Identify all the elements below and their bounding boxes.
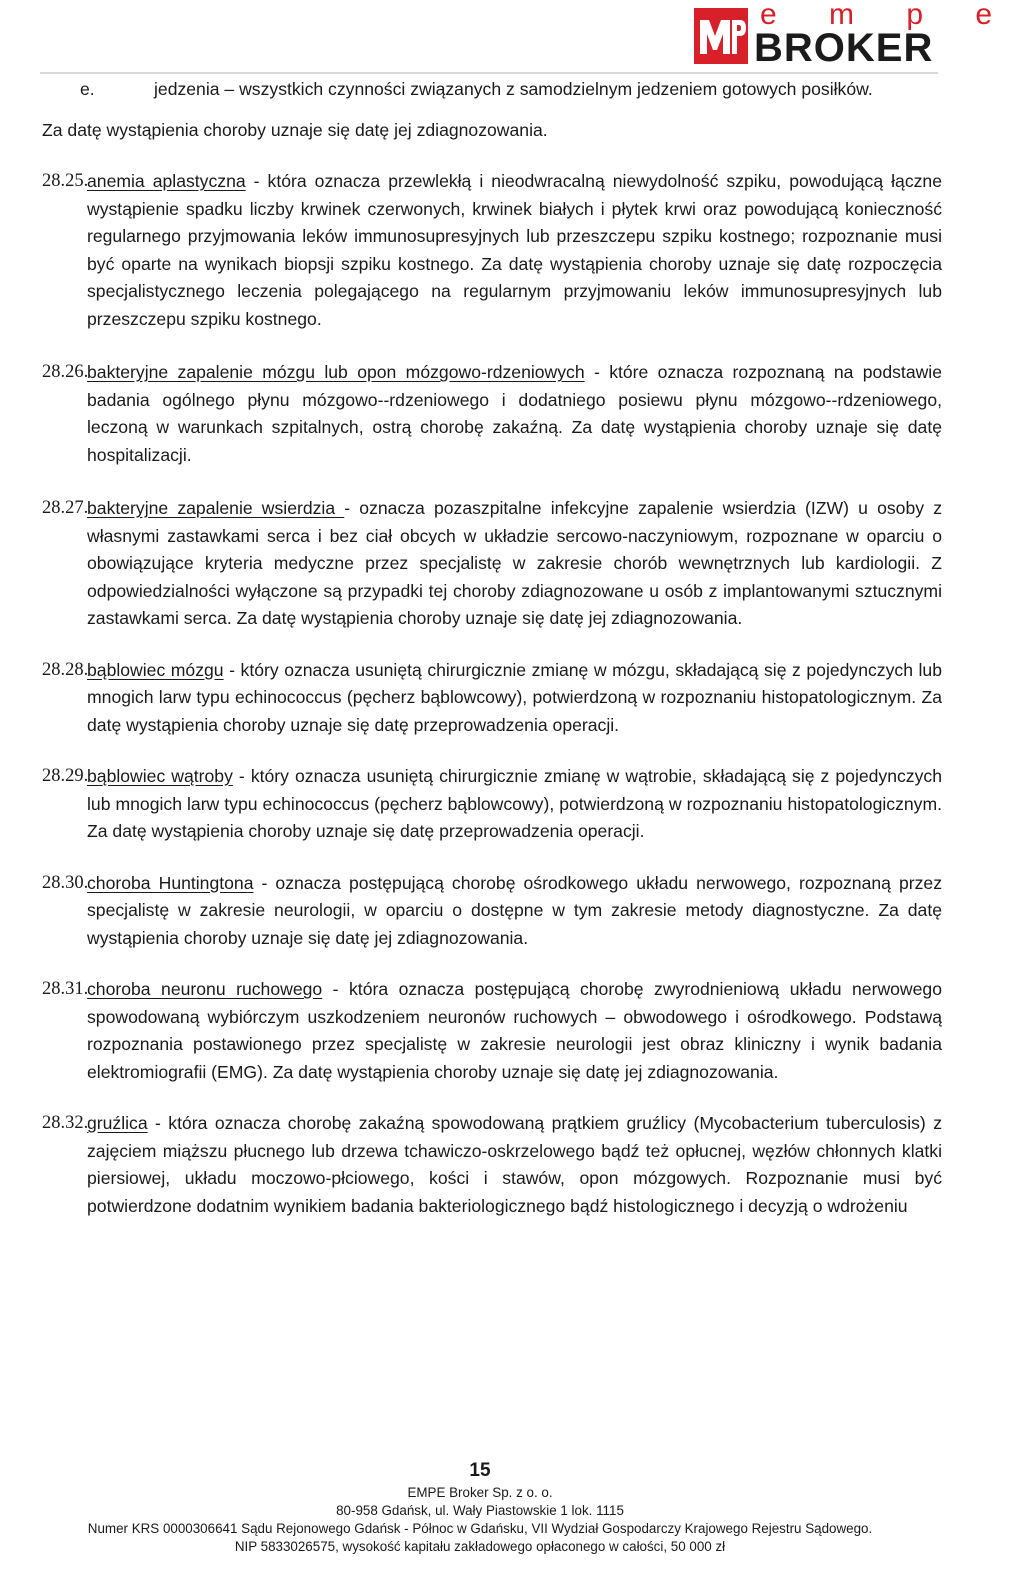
section-text: - który oznacza usuniętą chirurgicznie zmianę w mózgu, składającą się z pojedynczych lub mnogich larw typu echinococcus (pęcherz bąblowcowy), potwierdzoną w rozpoznaniu histopatologicznym. Za datę wystąpienia choroby uznaje się datę przeprowadzenia operacji.	[87, 659, 942, 735]
section-term: bakteryjne zapalenie mózgu lub opon mózgowo-rdzeniowych	[87, 362, 585, 382]
document-body	[42, 76, 942, 1220]
section-text: - który oznacza usuniętą chirurgicznie zmianę w wątrobie, składającą się z pojedynczych lub mnogich larw typu echinococcus (pęcherz bąblowcowy), potwierdzoną w rozpoznaniu histopatologicznym. Za datę wystąpienia choroby uznaje się datę przeprowadzenia operacji.	[87, 766, 942, 841]
section-number: 28.32.	[42, 1113, 89, 1133]
section-text: - oznacza postępującą chorobę ośrodkowego układu nerwowego, rozpoznaną przez specjalistę w zakresie neurologii, w oparciu o dostępne w tym zakresie metody diagnostyczne. Za datę wystąpienia choroby uznaje się datę jej zdiagnozowania.	[87, 872, 942, 948]
section-number: 28.27.	[42, 498, 89, 518]
section-term: bąblowiec wątroby	[87, 766, 233, 786]
section-number: 28.29.	[42, 766, 89, 786]
section-text: - która oznacza chorobę zakaźną spowodowaną prątkiem gruźlicy (Mycobacterium tuberculosis) z zajęciem miąższu płucnego lub drzewa tchawiczo-oskrzelowego bądź też opłucnej, węzłów chłonnych klatki piersiowej, układu moczowo-płciowego, kości i stawów, opon mózgowych. Rozpoznanie musi być potwierdzone dodatnim wynikiem badania bakteriologicznego bądź histologicznego i decyzją o wdrożeniu	[87, 1113, 942, 1216]
page-footer	[0, 1458, 960, 1556]
section-number: 28.31.	[42, 979, 89, 999]
section-term: choroba Huntingtona	[87, 872, 254, 893]
logo-word-empe: e m p e	[760, 0, 1014, 31]
section-term: choroba neuronu ruchowego	[87, 979, 323, 999]
section-28-30	[42, 870, 942, 953]
footer-address: 80-958 Gdańsk, ul. Wały Piastowskie 1 lok. 1115	[336, 1503, 624, 1518]
page-number: 15	[469, 1460, 491, 1481]
section-term: gruźlica	[87, 1113, 148, 1133]
section-28-27	[42, 495, 942, 633]
empe-logo-mark	[694, 8, 748, 64]
brand-logo	[694, 0, 1014, 70]
section-28-32	[42, 1110, 942, 1220]
diagnosis-date-note: Za datę wystąpienia choroby uznaje się datę jej zdiagnozowania.	[42, 119, 548, 140]
section-text: - które oznacza rozpoznaną na podstawie badania ogólnego płynu mózgowo--rdzeniowego i dodatniego posiewu płynu mózgowo--rdzeniowego, leczoną w warunkach szpitalnych, ostrą chorobę zakaźną. Za datę wystąpienia choroby uznaje się datę hospitalizacji.	[87, 362, 942, 465]
list-item-e	[42, 76, 942, 104]
section-text: - oznacza pozaszpitalne infekcyjne zapalenie wsierdzia (IZW) u osoby z własnymi zastawkami serca i bez ciał obcych w układzie sercowo-naczyniowym, rozpoznane w oparciu o obowiązujące kryteria medyczne przez specjalistę w zakresie chorób wewnętrznych lub kardiologii. Z odpowiedzialności wyłączone są przypadki tej choroby zdiagnozowane u osób z implantowanymi sztucznymi zastawkami serca. Za datę wystąpienia choroby uznaje się datę jej zdiagnozowania.	[87, 498, 942, 628]
section-28-28	[42, 657, 942, 740]
section-28-29	[42, 763, 942, 846]
list-item-letter: e.	[80, 79, 95, 99]
section-number: 28.25.	[42, 171, 89, 191]
section-number: 28.28.	[42, 659, 89, 680]
footer-registry: Numer KRS 0000306641 Sądu Rejonowego Gdańsk - Północ w Gdańsku, VII Wydział Gospodarczy Krajowego Rejestru Sądowego.	[87, 1521, 873, 1536]
section-text: - która oznacza przewlekłą i nieodwracalną niewydolność szpiku, powodującą łączne wystąpienie spadku liczby krwinek czerwonych, krwinek białych i płytek krwi oraz powodującą konieczność regularnego przyjmowania leków immunosupresyjnych lub przeszczepu szpiku kostnego; rozpoznanie musi być oparte na wynikach biopsji szpiku kostnego. Za datę wystąpienia choroby uznaje się datę rozpoczęcia specjalistycznego leczenia polegającego na regularnym przyjmowaniu leków immunosupresyjnych lub przeszczepu szpiku kostnego.	[87, 171, 942, 329]
section-28-25	[42, 168, 942, 333]
list-item-text: jedzenia – wszystkich czynności związanych z samodzielnym jedzeniem gotowych posiłków.	[154, 79, 873, 99]
section-term: bąblowiec mózgu	[87, 659, 224, 680]
footer-company: EMPE Broker Sp. z o. o.	[407, 1485, 553, 1500]
section-text: - która oznacza postępującą chorobę zwyrodnieniową układu nerwowego spowodowaną wybiórczym uszkodzeniem neuronów ruchowych – obwodowego i ośrodkowego. Podstawą rozpoznania postawionego przez specjalistę w zakresie neurologii jest obraz kliniczny i wynik badania elektromiografii (EMG). Za datę wystąpienia choroby uznaje się datę jej zdiagnozowania.	[87, 979, 942, 1082]
section-28-26	[42, 359, 942, 469]
section-number: 28.30.	[42, 872, 89, 893]
section-28-31	[42, 976, 942, 1086]
section-term: bakteryjne zapalenie wsierdzia	[87, 498, 345, 518]
section-term: anemia aplastyczna	[87, 171, 246, 191]
section-number: 28.26.	[42, 362, 89, 382]
footer-tax: NIP 5833026575, wysokość kapitału zakładowego opłaconego w całości, 50 000 zł	[234, 1539, 726, 1554]
header-divider	[40, 72, 938, 74]
logo-word-broker: BROKER	[754, 26, 934, 70]
